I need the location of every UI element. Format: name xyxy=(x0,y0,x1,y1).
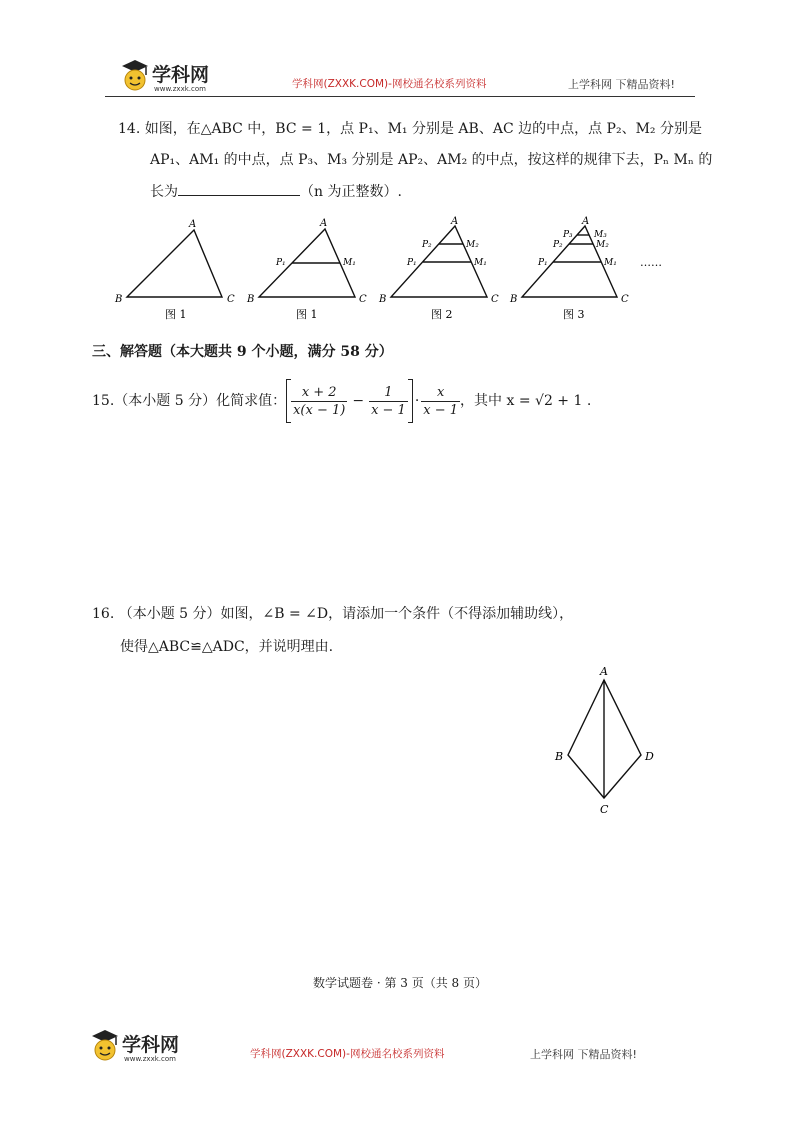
label-a: A xyxy=(600,665,608,678)
label-b: B xyxy=(510,294,518,305)
label-a: A xyxy=(451,216,459,227)
q16-figure-kite xyxy=(540,660,660,820)
label-d: D xyxy=(645,750,654,763)
label-m1: M₁ xyxy=(604,258,617,268)
figure-2 xyxy=(246,218,367,321)
label-p1: P₁ xyxy=(276,258,286,268)
figure-1-caption: 图 1 xyxy=(165,308,187,321)
label-m1: M₁ xyxy=(474,258,487,268)
label-a: A xyxy=(189,219,197,230)
q14-line2 xyxy=(150,150,712,170)
fraction-2-numerator: 1 xyxy=(369,384,408,402)
fraction-1-numerator: x + 2 xyxy=(291,384,347,402)
label-c: C xyxy=(227,294,235,305)
fraction-1 xyxy=(291,384,347,419)
label-p2: P₂ xyxy=(553,240,563,250)
label-m2: M₂ xyxy=(466,240,479,250)
q14-text-line3-after: （n 为正整数）. xyxy=(300,184,402,200)
q14-line3 xyxy=(150,181,402,202)
footer-right-text[interactable]: 上学科网 下精品资料! xyxy=(530,1048,637,1061)
footer-logo-text: 学科网 xyxy=(122,1034,180,1056)
figures-ellipsis: …… xyxy=(640,256,662,269)
footer-logo-url: www.zxxk.com xyxy=(124,1055,176,1063)
label-c: C xyxy=(600,803,609,816)
label-b: B xyxy=(555,750,564,763)
header-logo-text: 学科网 xyxy=(152,64,210,86)
q15-suffix: ，其中 x = √2 + 1 . xyxy=(460,393,592,409)
figure-3 xyxy=(378,216,499,321)
label-b: B xyxy=(115,294,123,305)
fraction-3-numerator: x xyxy=(421,384,460,402)
q15-number: 15. xyxy=(92,393,115,409)
label-c: C xyxy=(359,294,367,305)
page-info xyxy=(0,974,800,991)
header-right-text[interactable]: 上学科网 下精品资料! xyxy=(568,78,675,91)
q16-line2 xyxy=(120,637,333,657)
label-p1: P₁ xyxy=(407,258,417,268)
figure-4 xyxy=(509,216,629,321)
fraction-3-denominator: x − 1 xyxy=(423,402,459,418)
label-m2: M₂ xyxy=(596,240,609,250)
figure-1-caption-2: 图 1 xyxy=(296,308,318,321)
section-3-heading-text: 三、解答题（本大题共 9 个小题，满分 58 分） xyxy=(92,344,393,360)
figure-3-caption: 图 3 xyxy=(563,308,585,321)
header-center-text[interactable]: 学科网(ZXXK.COM)-网校通名校系列资料 xyxy=(292,78,487,90)
q14-text-line3-before: 长为 xyxy=(150,184,178,200)
q15 xyxy=(92,378,591,424)
q14-text-line2: AP₁、AM₁ 的中点，点 P₃、M₃ 分别是 AP₂、AM₂ 的中点，按这样的规律下去，Pₙ Mₙ 的 xyxy=(150,152,713,168)
fraction-1-denominator: x(x − 1) xyxy=(293,402,346,418)
section-3-heading xyxy=(92,342,393,362)
figure-1 xyxy=(114,219,235,321)
q15-prefix: （本小题 5 分）化简求值： xyxy=(114,393,287,409)
header-logo-url: www.zxxk.com xyxy=(154,85,206,93)
label-p2: P₂ xyxy=(422,240,432,250)
label-a: A xyxy=(582,216,590,227)
answer-blank[interactable] xyxy=(178,181,300,196)
footer-logo[interactable] xyxy=(88,1028,198,1068)
multiply-dot: · xyxy=(414,393,420,409)
fraction-2-denominator: x − 1 xyxy=(371,402,406,418)
q14-figures xyxy=(0,215,800,325)
triangle-abc xyxy=(127,230,222,297)
label-a: A xyxy=(320,218,328,229)
minus-sign: − xyxy=(352,393,365,409)
label-p1: P₁ xyxy=(538,258,548,268)
label-m1: M₁ xyxy=(343,258,356,268)
q14-number: 14. xyxy=(118,121,141,137)
header-logo[interactable] xyxy=(118,58,228,98)
label-p3: P₃ xyxy=(563,230,573,240)
page-info-text: 数学试题卷 · 第 3 页（共 8 页） xyxy=(313,976,487,990)
header-divider xyxy=(105,96,695,97)
mascot-icon xyxy=(118,58,152,94)
q14-text-line1: 如图，在△ABC 中，BC = 1，点 P₁、M₁ 分别是 AB、AC 边的中点，点 P₂、M₂ 分别是 xyxy=(144,121,702,137)
label-c: C xyxy=(621,294,629,305)
label-b: B xyxy=(247,294,255,305)
q16-text-line1: （本小题 5 分）如图，∠B = ∠D，请添加一个条件（不得添加辅助线）， xyxy=(118,606,574,622)
label-c: C xyxy=(491,294,499,305)
footer-center-text[interactable]: 学科网(ZXXK.COM)-网校通名校系列资料 xyxy=(250,1048,445,1060)
q16-text-line2: 使得△ABC≌△ADC，并说明理由. xyxy=(120,639,334,655)
fraction-2 xyxy=(369,384,408,419)
label-b: B xyxy=(379,294,387,305)
label-m3: M₃ xyxy=(594,230,607,240)
fraction-3 xyxy=(421,384,460,419)
mascot-icon xyxy=(88,1028,122,1064)
q16-number: 16. xyxy=(92,606,115,622)
q16-line1 xyxy=(92,604,573,624)
q14-line1 xyxy=(118,119,702,139)
figure-2-caption: 图 2 xyxy=(431,308,453,321)
